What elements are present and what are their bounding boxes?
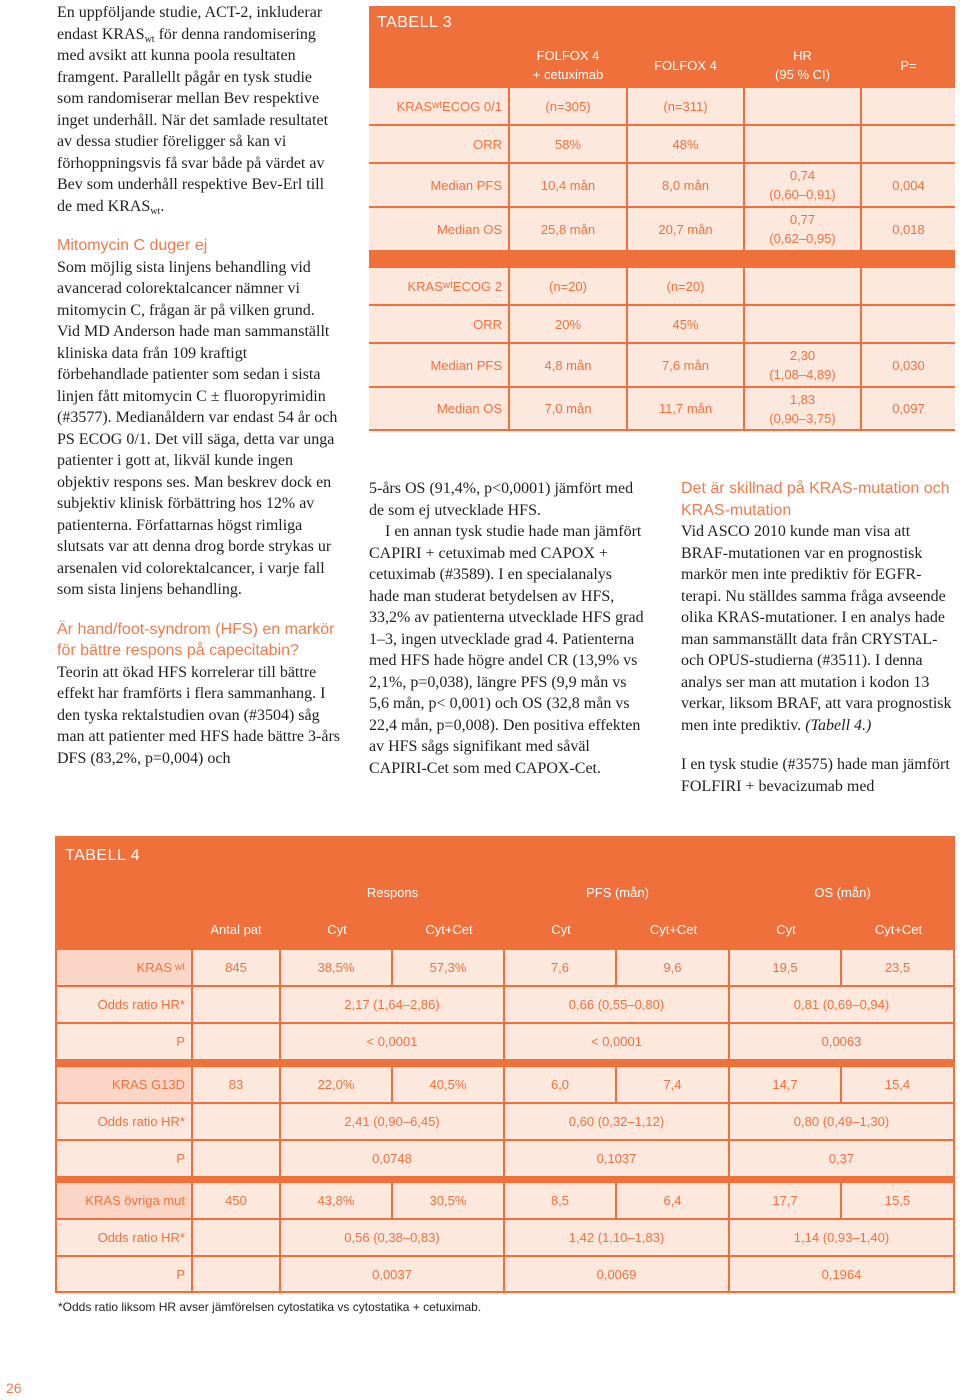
paragraph: 5-års OS (91,4%, p<0,0001) jämfört med de som ej utvecklade HFS. [369, 480, 634, 519]
table-cell: 11,7 mån [628, 388, 743, 429]
row-label-cell: Median PFS [369, 344, 508, 386]
table-cell: (n=20) [628, 268, 743, 304]
table-cell [745, 88, 860, 124]
table-cell [745, 268, 860, 304]
table-cell: 2,41 (0,90–6,45) [281, 1104, 503, 1139]
group-header: OS (mån) [814, 884, 871, 900]
table-cell [193, 1024, 279, 1059]
table-cell: 40,5% [393, 1067, 503, 1102]
table-cell [193, 1220, 279, 1255]
table-footnote: *Odds ratio liksom HR avser jämförelsen cytostatika vs cytostatika + cetuximab. [58, 1300, 482, 1314]
table-cell: 20% [510, 306, 626, 342]
table-cell [862, 126, 955, 162]
page-number: 26 [6, 1380, 22, 1396]
column-header: Cyt+Cet [649, 921, 698, 937]
table-cell: 14,7 [730, 1067, 840, 1102]
table-cell: 7,6 [505, 950, 615, 985]
column-header: Cyt [327, 921, 347, 937]
table-cell: 1,83 (0,90–3,75) [745, 388, 860, 429]
table-cell: (n=20) [510, 268, 626, 304]
table-cell: 0,1964 [730, 1257, 953, 1291]
column-middle [369, 478, 644, 779]
paragraph: Vid ASCO 2010 kunde man visa att BRAF-mutationen var en prognostisk markör men inte prediktiv för EGFR-terapi. Nu ställdes samma fråga avseende olika KRAS-mutationer. I en analys hade man sammanställt data från CRYSTAL- och OPUS-studierna (#3511). I denna analys ser man att mutation i kodon 13 verkar, liksom BRAF, att vara prognostisk men inte prediktiv. (Tabell 4.) [681, 523, 952, 734]
table-cell: 450 [193, 1183, 279, 1218]
paragraph: Teorin att ökad HFS korrelerar till bättre effekt har framförts i flera sammanhang. I den tyska rektalstudien ovan (#3504) såg man att patienter med HFS hade bättre 3-års DFS (83,2%, p=0,004) och [57, 663, 341, 767]
table-cell: 4,8 mån [510, 344, 626, 386]
column-left [57, 2, 340, 769]
column-header: Cyt+Cet [425, 921, 473, 937]
table-cell: 1,14 (0,93–1,40) [730, 1220, 953, 1255]
column-header: Cyt [776, 921, 796, 937]
table-cell: 0,0037 [281, 1257, 503, 1291]
table-cell: < 0,0001 [281, 1024, 503, 1059]
row-label-cell: Odds ratio HR* [57, 987, 191, 1022]
table-cell: 0,1037 [505, 1141, 728, 1176]
table-cell: 7,4 [617, 1067, 728, 1102]
group-label-cell: KRAS wt ECOG 2 [369, 268, 508, 304]
table-cell: 2,30 (1,08–4,89) [745, 344, 860, 386]
table-3 [369, 6, 955, 431]
table-cell: 0,74 (0,60–0,91) [745, 164, 860, 206]
table-cell: 20,7 mån [628, 208, 743, 250]
table-cell: < 0,0001 [505, 1024, 728, 1059]
table-caption: TABELL 4 [65, 847, 141, 864]
table-cell: 6,4 [617, 1183, 728, 1218]
table-cell: 57,3% [393, 950, 503, 985]
table-caption: TABELL 3 [377, 14, 453, 31]
table-cell: 48% [628, 126, 743, 162]
table-cell: 58% [510, 126, 626, 162]
table-cell: 0,018 [862, 208, 955, 250]
row-label-cell: ORR [369, 306, 508, 342]
group-label-cell: KRAS wt ECOG 0/1 [369, 88, 508, 124]
table-cell: 0,0069 [505, 1257, 728, 1291]
header-cell: FOLFOX 4 + cetuximab [532, 48, 604, 82]
row-label-cell: Odds ratio HR* [57, 1220, 191, 1255]
table-cell: 15,5 [842, 1183, 953, 1218]
table-cell: 0,0748 [281, 1141, 503, 1176]
column-header: Antal pat [210, 921, 262, 937]
table-cell: (n=311) [628, 88, 743, 124]
table-cell [745, 306, 860, 342]
group-header: Respons [366, 884, 419, 900]
row-label-cell: P [57, 1257, 191, 1291]
row-label-cell: Median PFS [369, 164, 508, 206]
table-cell: 0,77 (0,62–0,95) [745, 208, 860, 250]
paragraph: I en tysk studie (#3575) hade man jämfört FOLFIRI + bevacizumab med [681, 756, 950, 795]
table-cell: 83 [193, 1067, 279, 1102]
row-label-cell: KRAS övriga mut [57, 1183, 191, 1218]
table-cell: 30,5% [393, 1183, 503, 1218]
table-cell: 8,0 mån [628, 164, 743, 206]
table-cell: 0,097 [862, 388, 955, 429]
table-cell: 0,66 (0,55–0,80) [505, 987, 728, 1022]
table-cell: 0,030 [862, 344, 955, 386]
table-cell [862, 88, 955, 124]
table-cell [862, 306, 955, 342]
table-cell: (n=305) [510, 88, 626, 124]
group-header: PFS (mån) [586, 884, 649, 900]
row-label-cell: P [57, 1024, 191, 1059]
table-cell: 43,8% [281, 1183, 391, 1218]
table-cell: 8,5 [505, 1183, 615, 1218]
section-heading: Är hand/foot-syndrom (HFS) en markör för bättre respons på capecitabin? [57, 620, 335, 659]
table-cell: 38,5% [281, 950, 391, 985]
table-cell: 845 [193, 950, 279, 985]
row-label-cell: Odds ratio HR* [57, 1104, 191, 1139]
table-cell: 2,17 (1,64–2,86) [281, 987, 503, 1022]
table-cell: 6,0 [505, 1067, 615, 1102]
row-label-cell: ORR [369, 126, 508, 162]
header-cell: FOLFOX 4 [654, 57, 717, 73]
row-label-cell: P [57, 1141, 191, 1176]
row-label-cell: KRAS wt [57, 950, 191, 985]
header-cell: P= [900, 57, 917, 73]
row-label-cell: Median OS [369, 388, 508, 429]
table-cell: 25,8 mån [510, 208, 626, 250]
table-cell: 0,0063 [730, 1024, 953, 1059]
table-cell: 10,4 mån [510, 164, 626, 206]
column-header: Cyt [551, 921, 571, 937]
table-cell: 15,4 [842, 1067, 953, 1102]
table-cell: 23,5 [842, 950, 953, 985]
row-label-cell: Median OS [369, 208, 508, 250]
section-heading: Det är skillnad på KRAS-mutation och KRAS-mutation [681, 480, 950, 519]
table-cell [745, 126, 860, 162]
table-cell: 7,0 mån [510, 388, 626, 429]
header-cell: HR (95 % CI) [775, 48, 830, 82]
table-cell: 9,6 [617, 950, 728, 985]
column-header: Cyt+Cet [874, 921, 923, 937]
table-cell: 22,0% [281, 1067, 391, 1102]
table-cell: 0,004 [862, 164, 955, 206]
paragraph: En uppföljande studie, ACT-2, inkluderar endast $KRAS_{wt}$ för denna randomisering med avsikt att kunna poola resultaten framgent. Parallellt pågår en tysk studie som randomiserar mellan Bev respektive inget underhåll. När det samlade resultatet av dessa studier föreligger så kan vi förhoppningsvis få svar både på värdet av Bev som underhåll respektive Bev-Erl till de med $KRAS_{wt}$. [57, 4, 329, 217]
table-cell [862, 268, 955, 304]
table-cell [193, 987, 279, 1022]
table-cell: 7,6 mån [628, 344, 743, 386]
paragraph: Som möjlig sista linjens behandling vid avancerad colorektalcancer nämner vi mitomycin C, frågan är på vilken grund. Vid MD Anderson hade man sammanställt kliniska data från 109 kraftigt förbehandlade patienter som sedan i sista linjen fått mitomycin C ± fluoropyrimidin (#3577). Medianåldern var endast 54 år och PS ECOG 0/1. Det vill säga, detta var unga patienter i gott at, likväl kunde ingen objektiv respons ses. Man beskrev dock en subjektiv klinisk förbättring hos 12% av patienterna. Författarnas högst rimliga slutsats var att denna drog borde strykas ur arsenalen vid colorektalcancer, i varje fall som sista linjens behandling. [57, 258, 338, 598]
table-cell: 19,5 [730, 950, 840, 985]
table-cell: 0,37 [730, 1141, 953, 1176]
table-cell: 0,80 (0,49–1,30) [730, 1104, 953, 1139]
section-heading: Mitomycin C duger ej [57, 237, 208, 254]
table-cell [193, 1104, 279, 1139]
table-cell [193, 1141, 279, 1176]
table-cell [193, 1257, 279, 1291]
table-cell: 1,42 (1,10–1,83) [505, 1220, 728, 1255]
table-cell: 0,81 (0,69–0,94) [730, 987, 953, 1022]
column-right [681, 478, 956, 797]
table-cell: 0,56 (0,38–0,83) [281, 1220, 503, 1255]
paragraph: I en annan tysk studie hade man jämfört CAPIRI + cetuximab med CAPOX + cetuximab (#3589). I en specialanalys hade man studerat betydelsen av HFS, 33,2% av patienterna utvecklade HFS grad 1–3, ingen utvecklade grad 4. Patienterna med HFS hade högre andel CR (13,9% vs 2,1%, p=0,038), längre PFS (9,9 mån vs 5,6 mån, p< 0,001) och OS (32,8 mån vs 22,4 mån, p=0,008). Den positiva effekten av HFS sågs signifikant med såväl CAPIRI-Cet som med CAPOX-Cet. [369, 523, 644, 777]
table-4 [55, 836, 955, 1293]
row-label-cell: KRAS G13D [57, 1067, 191, 1102]
table-cell: 17,7 [730, 1183, 840, 1218]
table-cell: 45% [628, 306, 743, 342]
table-cell: 0,60 (0,32–1,12) [505, 1104, 728, 1139]
